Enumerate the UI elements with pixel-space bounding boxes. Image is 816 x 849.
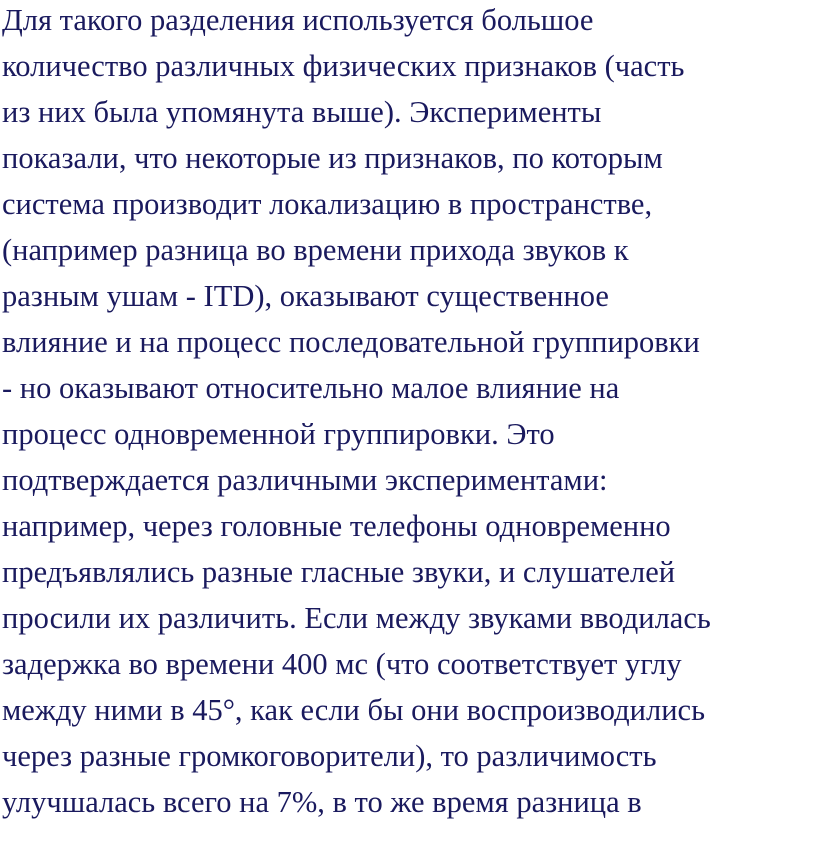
text-line: улучшалась всего на 7%, в то же время разница в <box>2 785 642 819</box>
text-line: например, через головные телефоны одновременно <box>2 509 671 543</box>
text-line: процесс одновременной группировки. Это <box>2 417 555 451</box>
text-line: показали, что некоторые из признаков, по которым <box>2 141 663 175</box>
text-line: просили их различить. Если между звуками вводилась <box>2 601 711 635</box>
text-line: задержка во времени 400 мс (что соответствует углу <box>2 647 682 681</box>
text-line: Для такого разделения используется большое <box>2 3 594 37</box>
text-line: - но оказывают относительно малое влияние на <box>2 371 620 405</box>
text-line: (например разница во времени прихода звуков к <box>2 233 629 267</box>
text-line: система производит локализацию в пространстве, <box>2 187 653 221</box>
text-line: между ними в 45°, как если бы они воспроизводились <box>2 693 705 727</box>
text-line: через разные громкоговорители), то различимость <box>2 739 657 773</box>
text-line: количество различных физических признаков (часть <box>2 49 685 83</box>
text-line: из них была упомянута выше). Эксперименты <box>2 95 602 129</box>
text-line: влияние и на процесс последовательной группировки <box>2 325 700 359</box>
text-line: подтверждается различными экспериментами: <box>2 463 608 497</box>
text-line: предъявлялись разные гласные звуки, и слушателей <box>2 555 676 589</box>
text-line: разным ушам - ITD), оказывают существенное <box>2 279 609 313</box>
